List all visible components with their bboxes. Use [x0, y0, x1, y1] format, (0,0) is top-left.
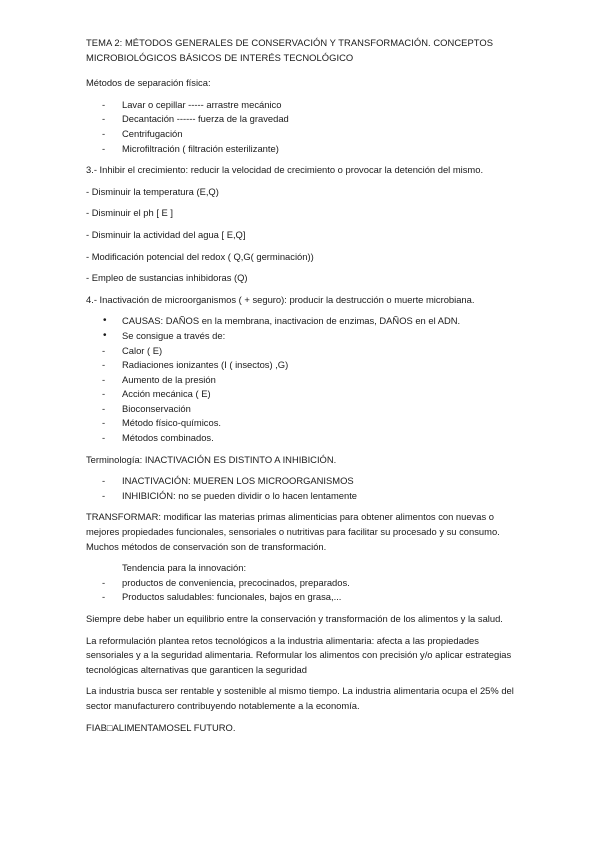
physical-separation-heading: Métodos de separación física:	[86, 77, 211, 89]
trend-list	[86, 576, 516, 605]
dash-marker: -	[102, 344, 106, 356]
list-item: - Radiaciones ionizantes (I ( insectos) ,G)	[86, 358, 516, 373]
document-title: TEMA 2: MÉTODOS GENERALES DE CONSERVACIÓN Y TRANSFORMACIÓN. CONCEPTOS MICROBIOLÓGICOS BÁSICOS DE INTERÉS TECNOLÓGICO	[86, 37, 494, 63]
list-item: - Productos saludables: funcionales, bajos en grasa,...	[86, 590, 516, 605]
dash-marker: -	[102, 388, 106, 400]
closing-paragraph: La industria busca ser rentable y sostenible al mismo tiempo. La industria alimentaria ocupa el 25% del sector manufacturero contribuyendo notablemente a la economía.	[86, 685, 514, 711]
list-item: - Acción mecánica ( E)	[86, 387, 516, 402]
list-item: - Métodos combinados.	[86, 431, 516, 446]
transform-paragraph: TRANSFORMAR: modificar las materias primas alimenticias para obtener alimentos con nuevas o mejores propiedades funcionales, sensoriales o nutritivas para facilitar su procesado y su consumo. Muchos métodos de conservación son de transformación.	[86, 511, 500, 552]
list-item: - Lavar o cepillar ----- arrastre mecánico	[86, 98, 516, 113]
list-item: - Microfiltración ( filtración esterilizante)	[86, 142, 516, 157]
list-item: - Bioconservación	[86, 402, 516, 417]
dash-marker: -	[102, 402, 106, 414]
terminology-heading: Terminología: INACTIVACIÓN ES DISTINTO A INHIBICIÓN.	[86, 453, 337, 465]
dash-marker: -	[102, 475, 106, 487]
document-page	[86, 36, 516, 742]
dash-marker: -	[102, 576, 106, 588]
inhibit-item: - Disminuir la actividad del agua [ E,Q]	[86, 228, 246, 240]
list-item: - Aumento de la presión	[86, 373, 516, 388]
dash-marker: -	[102, 591, 106, 603]
dash-marker: -	[102, 373, 106, 385]
terminology-list	[86, 474, 516, 503]
dash-marker: -	[102, 98, 106, 110]
closing-paragraph: Siempre debe haber un equilibrio entre la conservación y transformación de los alimentos y la salud.	[86, 613, 503, 624]
inactivation-list	[86, 314, 516, 445]
physical-separation-list	[86, 98, 516, 156]
trend-heading: Tendencia para la innovación:	[122, 562, 247, 574]
list-item: - Método físico-químicos.	[86, 416, 516, 431]
inactivation-heading: 4.- Inactivación de microorganismos ( + seguro): producir la destrucción o muerte microbiana.	[86, 293, 475, 305]
list-item: - Calor ( E)	[86, 344, 516, 359]
list-item: - Decantación ------ fuerza de la gravedad	[86, 112, 516, 127]
bullet-marker: •	[103, 329, 107, 341]
inhibit-item: - Disminuir la temperatura (E,Q)	[86, 185, 219, 197]
dash-marker: -	[102, 417, 106, 429]
list-item: - productos de conveniencia, precocinados, preparados.	[86, 576, 516, 591]
inhibit-item: - Modificación potencial del redox ( Q,G( germinación))	[86, 250, 314, 262]
dash-marker: -	[102, 489, 106, 501]
inhibit-item: - Disminuir el ph [ E ]	[86, 207, 174, 219]
list-item: • CAUSAS: DAÑOS en la membrana, inactivacion de enzimas, DAÑOS en el ADN.	[86, 314, 516, 329]
list-item: - INACTIVACIÓN: MUEREN LOS MICROORGANISMOS	[86, 474, 516, 489]
inhibit-heading: 3.- Inhibir el crecimiento: reducir la velocidad de crecimiento o provocar la detención del mismo.	[86, 164, 484, 176]
list-item: • Se consigue a través de:	[86, 329, 516, 344]
list-item: - INHIBICIÓN: no se pueden dividir o lo hacen lentamente	[86, 489, 516, 504]
dash-marker: -	[102, 432, 106, 444]
bullet-marker: •	[103, 315, 107, 327]
dash-marker: -	[102, 127, 106, 139]
inhibit-item: - Empleo de sustancias inhibidoras (Q)	[86, 272, 248, 284]
closing-paragraph: FIAB□ALIMENTAMOSEL FUTURO.	[86, 721, 236, 733]
dash-marker: -	[102, 113, 106, 125]
list-item: - Centrifugación	[86, 127, 516, 142]
closing-paragraph: La reformulación plantea retos tecnológicos a la industria alimentaria: afecta a las propiedades sensoriales y a la seguridad alimentaria. Reformular los alimentos con precisión y/o aplicar estrategias tecnológicas alternativas que garanticen la seguridad	[86, 634, 512, 675]
dash-marker: -	[102, 359, 106, 371]
dash-marker: -	[102, 142, 106, 154]
